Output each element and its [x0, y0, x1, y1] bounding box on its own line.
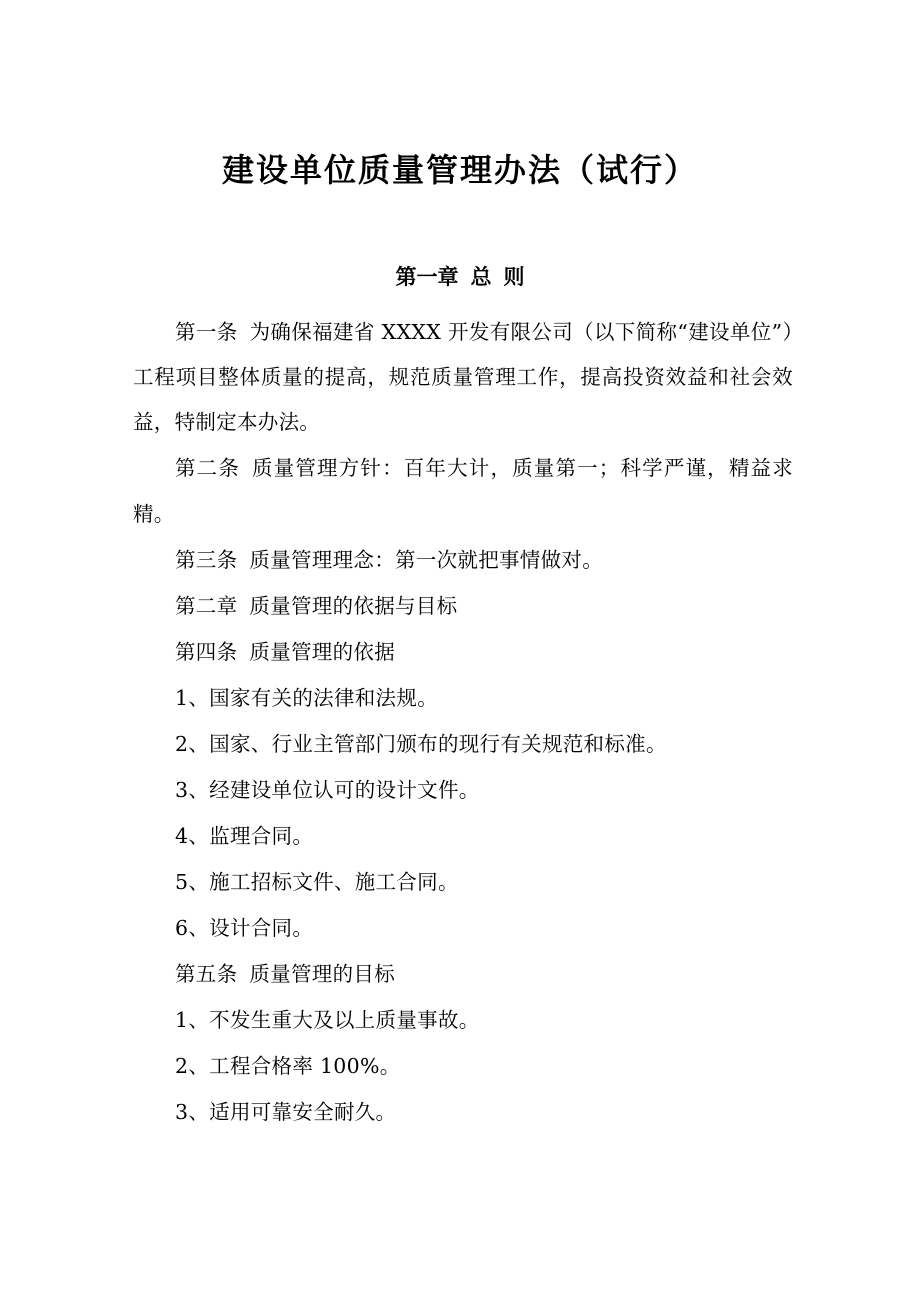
- article-5: [133, 951, 793, 997]
- list-item: 5、施工招标文件、施工合同。: [175, 870, 459, 894]
- document-title: 建设单位质量管理办法（试行）: [221, 151, 698, 189]
- list-item: 4、监理合同。: [175, 824, 314, 848]
- list-item: 1、不发生重大及以上质量事故。: [175, 1008, 480, 1032]
- chapter-1-heading: [0, 262, 920, 292]
- article-2: [133, 445, 793, 537]
- list-item: 1、国家有关的法律和法规。: [175, 686, 438, 710]
- article-4-text: 质量管理的依据: [249, 640, 396, 664]
- list-item: 3、经建设单位认可的设计文件。: [175, 778, 480, 802]
- article-1-text: 为确保福建省 XXXX 开发有限公司（以下简称“建设单位”）工程项目整体质量的提高，规范质量管理工作，提高投资效益和社会效益，特制定本办法。: [133, 320, 793, 434]
- article-5-text: 质量管理的目标: [249, 962, 396, 986]
- article-4-number: 第四条: [175, 640, 238, 664]
- list-item: 3、适用可靠安全耐久。: [175, 1100, 397, 1124]
- article-4: [133, 629, 793, 675]
- chapter-1-name-2: 则: [503, 265, 525, 289]
- article-2-number: 第二条: [175, 456, 241, 480]
- list-item: 2、国家、行业主管部门颁布的现行有关规范和标准。: [175, 732, 667, 756]
- chapter-1-label: 第一章: [395, 265, 459, 289]
- list-item: 6、设计合同。: [175, 916, 314, 940]
- list-item: 2、工程合格率 100%。: [175, 1054, 401, 1078]
- article-1: [133, 310, 793, 445]
- article-1-number: 第一条: [175, 320, 238, 344]
- chapter-2-text: 质量管理的依据与目标: [249, 594, 458, 618]
- chapter-2-label: 第二章: [175, 594, 238, 618]
- article-2-text: 质量管理方针：百年大计，质量第一；科学严谨，精益求精。: [133, 456, 794, 526]
- chapter-1-name: 总: [470, 265, 492, 289]
- document-body: [133, 310, 793, 1135]
- article-5-number: 第五条: [175, 962, 238, 986]
- article-3: [133, 537, 793, 583]
- article-3-text: 质量管理理念：第一次就把事情做对。: [249, 548, 604, 572]
- chapter-2-heading: [133, 583, 793, 629]
- article-3-number: 第三条: [175, 548, 238, 572]
